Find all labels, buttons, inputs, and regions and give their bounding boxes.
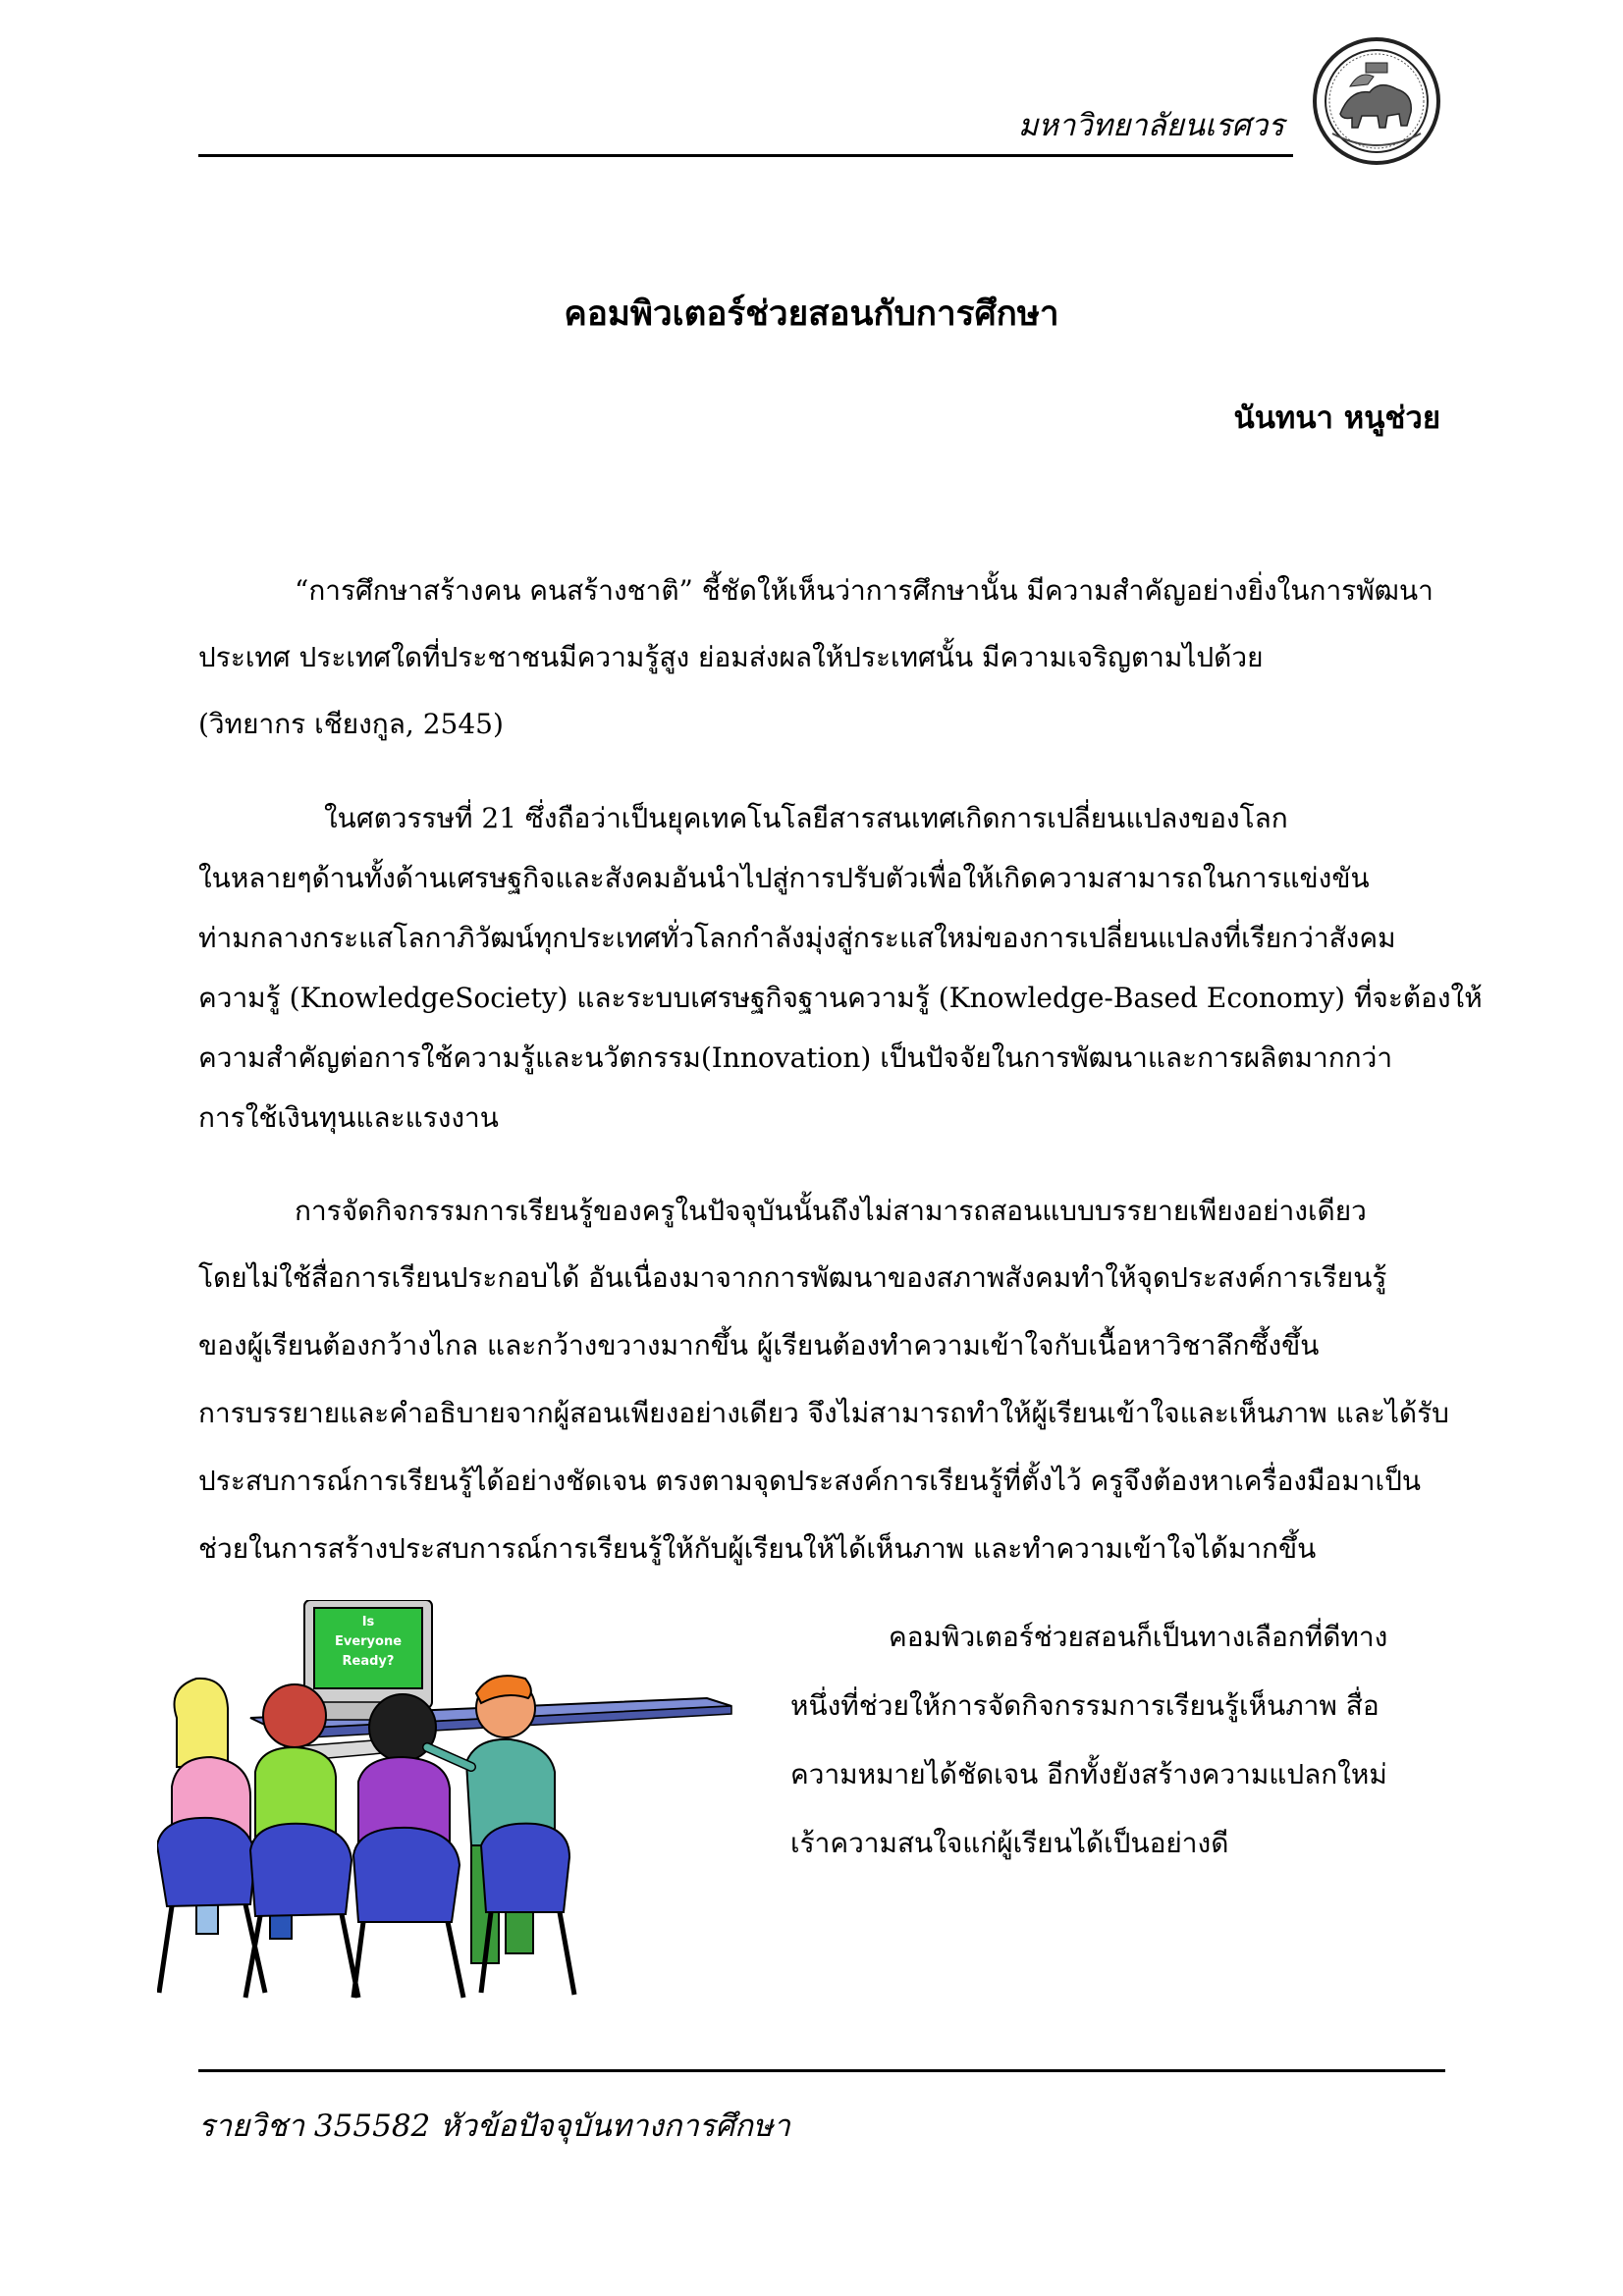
- body-line: เร้าความสนใจแก่ผู้เรียนได้เป็นอย่างดี: [790, 1827, 1229, 1859]
- body-line: คอมพิวเตอร์ช่วยสอนก็เป็นทางเลือกที่ดีทาง: [889, 1621, 1388, 1653]
- footer-rule: [198, 2069, 1445, 2072]
- body-line: การจัดกิจกรรมการเรียนรู้ของครูในปัจจุบันนั้นถึงไม่สามารถสอนแบบบรรยายเพียงอย่างเดียว: [295, 1195, 1367, 1227]
- body-line: ความรู้ (KnowledgeSociety) และระบบเศรษฐกิจฐานความรู้ (Knowledge-Based Economy) ที่จะต้องให้: [198, 982, 1483, 1014]
- body-line: ประสบการณ์การเรียนรู้ได้อย่างชัดเจน ตรงตามจุดประสงค์การเรียนรู้ที่ตั้งไว้ ครูจึงต้องหาเครื่องมือมาเป็น: [198, 1465, 1421, 1497]
- header-university: มหาวิทยาลัยนเรศวร: [1017, 108, 1284, 143]
- body-line: การบรรยายและคำอธิบายจากผู้สอนเพียงอย่างเดียว จึงไม่สามารถทำให้ผู้เรียนเข้าใจและเห็นภาพ และได้รับ: [198, 1397, 1449, 1429]
- body-line: ในหลายๆด้านทั้งด้านเศรษฐกิจและสังคมอันนำไปสู่การปรับตัวเพื่อให้เกิดความสามารถในการแข่งขัน: [198, 862, 1370, 894]
- university-seal-icon: [1311, 35, 1442, 167]
- body-line: หนึ่งที่ช่วยให้การจัดกิจกรรมการเรียนรู้เห็นภาพ สื่อ: [790, 1689, 1380, 1722]
- body-line: “การศึกษาสร้างคน คนสร้างชาติ” ชี้ชัดให้เห็นว่าการศึกษานั้น มีความสำคัญอย่างยิ่งในการพัฒนา: [295, 574, 1434, 607]
- body-line: ความสำคัญต่อการใช้ความรู้และนวัตกรรม(Innovation) เป็นปัจจัยในการพัฒนาและการผลิตมากกว่า: [198, 1041, 1393, 1074]
- footer-course: รายวิชา 355582 หัวข้อปัจจุบันทางการศึกษา: [198, 2109, 790, 2144]
- body-line: ของผู้เรียนต้องกว้างไกล และกว้างขวางมากขึ้น ผู้เรียนต้องทำความเข้าใจกับเนื้อหาวิชาลึกซึ้งขึ้น: [198, 1329, 1320, 1362]
- screen-text-line: Is: [361, 1615, 375, 1629]
- screen-text-line: Ready?: [342, 1654, 395, 1669]
- body-line: ท่ามกลางกระแสโลกาภิวัฒน์ทุกประเทศทั่วโลกกำลังมุ่งสู่กระแสใหม่ของการเปลี่ยนแปลงที่เรียกว่าสังคม: [198, 922, 1396, 954]
- body-line: ในศตวรรษที่ 21 ซึ่งถือว่าเป็นยุคเทคโนโลยีสารสนเทศเกิดการเปลี่ยนแปลงของโลก: [324, 802, 1288, 834]
- author-name: นันทนา หนูช่วย: [1233, 400, 1440, 436]
- screen-text-line: Everyone: [334, 1634, 403, 1649]
- body-line: ช่วยในการสร้างประสบการณ์การเรียนรู้ให้กับผู้เรียนให้ได้เห็นภาพ และทำความเข้าใจได้มากขึ้น: [198, 1532, 1317, 1565]
- body-line: (วิทยากร เชียงกูล, 2545): [198, 708, 504, 740]
- body-line: ความหมายได้ชัดเจน อีกทั้งยังสร้างความแปลกใหม่: [790, 1758, 1387, 1790]
- page-title: คอมพิวเตอร์ช่วยสอนกับการศึกษา: [564, 294, 1059, 334]
- body-line: โดยไม่ใช้สื่อการเรียนประกอบได้ อันเนื่องมาจากการพัฒนาของสภาพสังคมทำให้จุดประสงค์การเรียนรู้: [198, 1261, 1387, 1294]
- body-line: การใช้เงินทุนและแรงงาน: [198, 1101, 499, 1134]
- students-computer-illustration: [157, 1600, 736, 2002]
- body-line: ประเทศ ประเทศใดที่ประชาชนมีความรู้สูง ย่อมส่งผลให้ประเทศนั้น มีความเจริญตามไปด้วย: [198, 641, 1264, 673]
- header-rule: [198, 154, 1293, 157]
